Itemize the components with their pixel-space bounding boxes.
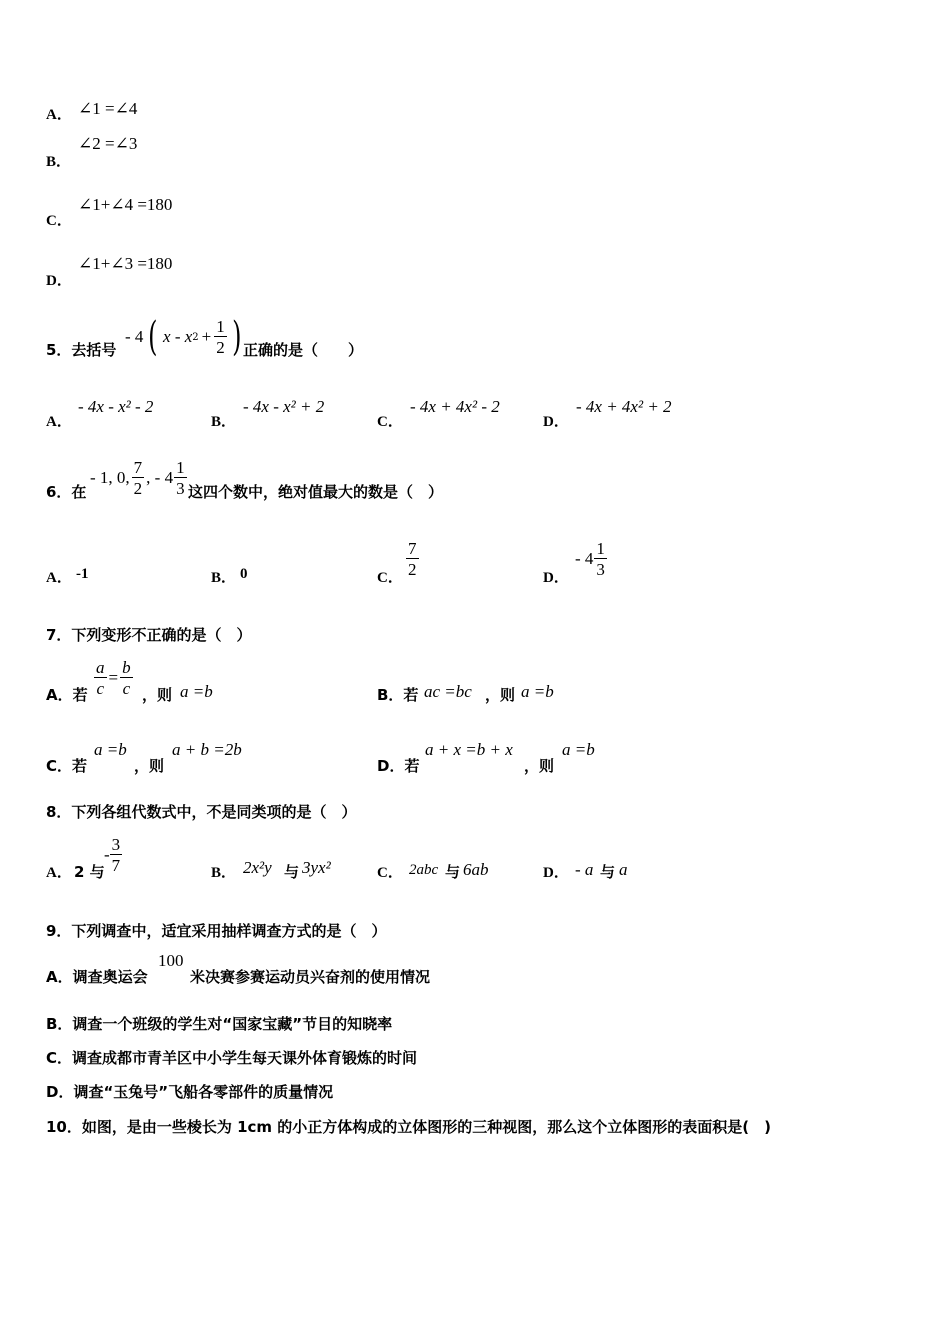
q8-option-a-fraction [104, 836, 122, 874]
q7-a-num1: a [96, 658, 105, 677]
q8-option-c-expr2: 6ab [463, 860, 489, 879]
q8-option-b-expr1: 2x²y [243, 858, 272, 877]
q7-option-b-label: B．若 [377, 686, 419, 704]
q6-option-c-fraction [406, 540, 419, 578]
q4-option-a-label: A． [46, 107, 72, 123]
q8-option-d-expr1: - a [575, 860, 594, 879]
q8-a-sign: - [104, 845, 110, 864]
q5-expression [125, 313, 244, 361]
q6-suffix: 这四个数中，绝对值最大的数是（ ） [188, 483, 444, 501]
q9-option-b: B．调查一个班级的学生对“国家宝藏”节目的知晓率 [46, 1015, 393, 1033]
q7-a-den2: c [122, 679, 131, 698]
q6-option-c-num: 7 [408, 539, 417, 558]
q7-option-b-then: ，则 [485, 686, 516, 704]
q6-option-a-value: -1 [76, 566, 89, 582]
q7-stem: 7．下列变形不正确的是（ ） [46, 626, 252, 644]
q6-list-frac-num: 7 [133, 458, 143, 477]
q6-option-c-label: C． [377, 570, 403, 586]
q5-left-paren: ( [148, 314, 158, 360]
q6-option-d-lead: - 4 [575, 549, 594, 568]
q6-option-d-label: D． [543, 570, 569, 586]
q7-option-b-condition: ac =bc [424, 682, 472, 701]
q7-a-den1: c [96, 679, 105, 698]
q6-list-frac2-num: 1 [176, 458, 185, 477]
q6-option-d-den: 3 [596, 560, 605, 579]
q7-option-d-condition: a + x =b + x [425, 740, 513, 759]
q6-list-sep: , - 4 [146, 468, 174, 487]
q7-option-d-then: ，则 [524, 757, 555, 775]
q5-option-c-label: C． [377, 414, 403, 430]
q6-list-frac-den: 2 [133, 479, 143, 498]
q7-option-c-result: a + b =2b [172, 740, 242, 759]
q8-option-b-with: 与 [284, 863, 300, 881]
q8-option-d-label: D． [543, 865, 569, 881]
q9-option-a-rest: 米决赛参赛运动员兴奋剂的使用情况 [190, 968, 431, 986]
q7-option-c-condition: a =b [94, 740, 127, 759]
q9-option-d: D．调查“玉兔号”飞船各零部件的质量情况 [46, 1083, 334, 1101]
q8-stem: 8．下列各组代数式中，不是同类项的是（ ） [46, 803, 357, 821]
q5-option-c-expr: - 4x + 4x² - 2 [410, 397, 500, 416]
q5-plus: + [201, 327, 212, 346]
q4-option-c-expr: ∠1+∠4 =180 [78, 195, 173, 214]
q8-option-d-with: 与 [600, 863, 616, 881]
q5-frac-num: 1 [216, 317, 225, 336]
q5-option-a-label: A． [46, 414, 72, 430]
q7-option-a-label: A．若 [46, 686, 88, 704]
q7-option-a-result: a =b [180, 682, 213, 701]
q8-option-b-label: B． [211, 865, 237, 881]
q7-option-c-label: C．若 [46, 757, 88, 775]
q6-option-a-label: A． [46, 570, 72, 586]
q8-option-a-label: A． [46, 865, 72, 881]
q6-option-d-num: 1 [596, 539, 605, 558]
q7-option-b-result: a =b [521, 682, 554, 701]
q6-prefix: 6．在 [46, 483, 87, 501]
q6-list-mixed-fraction [174, 459, 187, 497]
q5-option-a-expr: - 4x - x² - 2 [78, 397, 154, 416]
q8-option-c-label: C． [377, 865, 403, 881]
q7-option-d-label: D．若 [377, 757, 420, 775]
q4-option-b-label: B． [46, 154, 72, 170]
q6-option-b-label: B． [211, 570, 237, 586]
q5-suffix: 正确的是（ ） [243, 341, 364, 359]
q7-option-a-then: ，则 [142, 686, 173, 704]
q8-option-c-expr1: 2abc [409, 862, 439, 878]
q7-a-eq: = [108, 668, 119, 687]
q6-list-frac2-den: 3 [176, 479, 185, 498]
q6-list-fraction [132, 459, 145, 497]
q5-option-b-expr: - 4x - x² + 2 [243, 397, 325, 416]
q7-a-num2: b [122, 658, 131, 677]
q5-prefix: 5．去括号 [46, 341, 117, 359]
q4-option-d-label: D． [46, 273, 72, 289]
q8-a-num: 3 [111, 835, 121, 854]
q6-option-b-value: 0 [240, 566, 248, 582]
q5-right-paren: ) [231, 314, 242, 360]
q9-option-a-label: A．调查奥运会 [46, 968, 148, 986]
q5-option-d-expr: - 4x + 4x² + 2 [576, 397, 672, 416]
q6-number-list [90, 455, 187, 501]
q5-frac-den: 2 [216, 338, 225, 357]
q9-option-c: C．调查成都市青羊区中小学生每天课外体育锻炼的时间 [46, 1049, 418, 1067]
q8-option-b-expr2: 3yx² [302, 858, 331, 877]
q4-option-d-expr: ∠1+∠3 =180 [78, 254, 173, 273]
q4-option-b-expr: ∠2 =∠3 [78, 134, 138, 153]
q4-option-a-expr: ∠1 =∠4 [78, 99, 138, 118]
q5-option-b-label: B． [211, 414, 237, 430]
q5-inner: x - x [163, 327, 193, 346]
q5-exp: 2 [192, 331, 199, 343]
q8-a-den: 7 [111, 856, 121, 875]
q6-list-lead: - 1, 0, [90, 468, 130, 487]
q5-option-d-label: D． [543, 414, 569, 430]
q10-stem: 10．如图，是由一些棱长为 1cm 的小正方体构成的立体图形的三种视图，那么这个立体图形的表面积是( ) [46, 1118, 771, 1136]
q8-option-d-expr2: a [619, 860, 628, 879]
q7-option-a-condition [94, 659, 133, 697]
q9-stem: 9．下列调查中，适宜采用抽样调查方式的是（ ） [46, 922, 387, 940]
q7-option-c-then: ，则 [134, 757, 165, 775]
q6-option-d-value [575, 540, 607, 578]
q7-option-d-result: a =b [562, 740, 595, 759]
q5-lead: - 4 [125, 327, 144, 346]
q4-option-c-label: C． [46, 213, 72, 229]
q8-option-c-with: 与 [445, 863, 461, 881]
q5-fraction [214, 318, 227, 356]
q6-option-c-den: 2 [408, 560, 417, 579]
q9-option-a-number: 100 [158, 951, 184, 970]
q8-option-a-pre: 2 与 [74, 863, 105, 881]
